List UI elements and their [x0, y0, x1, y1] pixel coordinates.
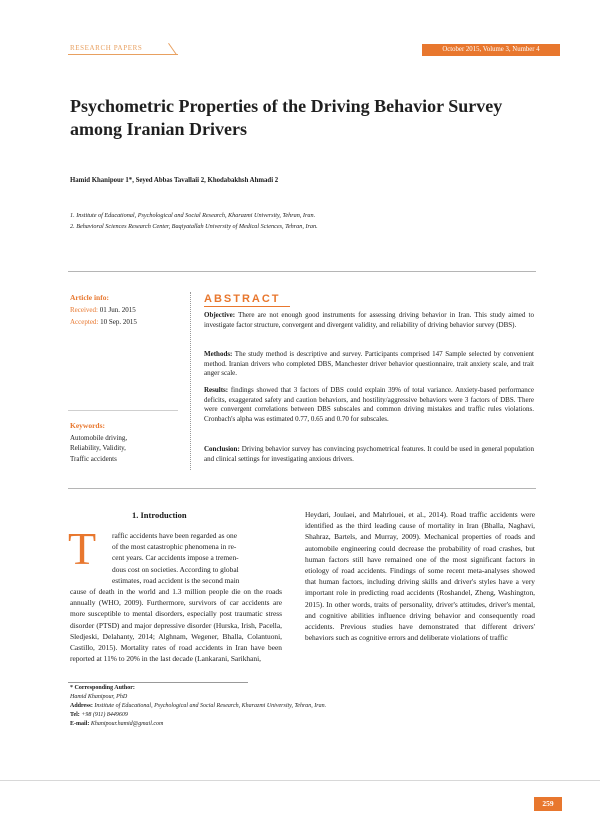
received-label: Received: [70, 306, 98, 314]
abstract-methods [204, 350, 534, 379]
address-label: Address: [70, 703, 93, 709]
intro-line: of the most catastrophic phenomena in re- [112, 542, 237, 552]
abstract-results [204, 386, 534, 424]
results-text: findings showed that 3 factors of DBS could explain 39% of total variance. Anxiety-based performance deficits, exaggerated safety and caution behaviors, and hostility/aggressive behaviors were 3 factors of DBS. There were convergent correlations between DBS subscales and common driving mistakes and traffic rules violations. Cronbach's alpha was estimated 0.77, 0.65 and 0.70 for subscales. [204, 386, 534, 423]
email-text: Khanipour.hamid@gmail.com [90, 721, 164, 727]
intro-right-column: Heydari, Joulaei, and Mahrlouei, et al., 2014). Road traffic accidents were identified as the third leading cause of mortality in Iran (Bhalla, Naghavi, Shahraz, Bartels, and Murray, 2009). Mechanical properties of roads and automobile engineering could decrease the probability of road crashes, but human factors still have remained one of the most significant factors in etiology of road accidents. Findings of some recent meta-analyses showed that human factors, including driving skills and driver's styles have a very important role in predicting road accidents (Roshandel, Zheng, Washington, 2015). In other words, traits of personality, driver's attitudes, driver's mental, and cognitive abilities influence driving behavior and consequently road accidents. Previous studies have demonstrated that different drivers' behaviors such as cognitive errors and deliberate violations of traffic [305, 510, 535, 643]
keyword-item: Traffic accidents [70, 454, 117, 463]
corresponding-heading: * Corresponding Author: [70, 685, 135, 691]
affiliation-2: 2. Behavioral Sciences Research Center, Baqiyatallah University of Medical Sciences, Tehran, Iran. [70, 223, 318, 230]
intro-heading: 1. Introduction [132, 510, 187, 520]
tel-label: Tel: [70, 712, 80, 718]
abstract-underline [204, 306, 290, 307]
conclusion-text: Driving behavior survey has convincing psychometrical features. It could be used in general population and clinical settings for investigating anxious drivers. [204, 445, 535, 463]
intro-line: raffic accidents have been regarded as one [112, 531, 238, 540]
abstract-conclusion [204, 445, 534, 464]
received-date: 01 Jun. 2015 [99, 306, 136, 314]
methods-label: Methods: [204, 350, 233, 358]
abstract-objective [204, 311, 534, 330]
journal-section-label: RESEARCH PAPERS [70, 44, 143, 52]
accepted-label: Accepted: [70, 318, 99, 326]
email-label: E-mail: [70, 721, 90, 727]
abstract-heading: ABSTRACT [204, 293, 281, 305]
keywords-heading: Keywords: [70, 421, 105, 430]
conclusion-label: Conclusion: [204, 445, 240, 453]
accepted-date: 10 Sep. 2015 [100, 318, 137, 326]
footnote-rule [68, 682, 248, 683]
page-number: 259 [534, 797, 562, 811]
header-rule [68, 54, 178, 55]
column-separator [190, 292, 191, 470]
methods-text: The study method is descriptive and survey. Participants comprised 147 Sample selected by convenient method. Iranian drivers who completed DBS, Manchester driver behavior questionnaire, trait anxiety scale, and trait anger scale. [204, 350, 535, 378]
received-line [70, 306, 136, 314]
affiliation-1: 1. Institute of Educational, Psychological and Social Research, Kharazmi University, Tehran, Iran. [70, 212, 316, 219]
results-label: Results: [204, 386, 229, 394]
corresponding-name: Hamid Khanipour, PhD [70, 694, 128, 700]
corresponding-tel [70, 711, 128, 720]
intro-line: estimates, road accident is the second main [112, 575, 240, 585]
address-text: Institute of Educational, Psychological and Social Research, Kharazmi University, Tehran, Iran. [94, 703, 327, 709]
issue-badge: October 2015, Volume 3, Number 4 [422, 44, 560, 56]
info-divider [68, 410, 178, 411]
accepted-line [70, 318, 137, 326]
article-info-heading: Article info: [70, 293, 109, 302]
corresponding-email [70, 720, 163, 729]
keyword-item: Automobile driving, [70, 434, 128, 442]
keyword-list [70, 433, 127, 464]
title-line-2: among Iranian Drivers [70, 119, 247, 139]
intro-line: dous cost on societies. According to global [112, 564, 239, 574]
intro-dropcap-lines [112, 530, 282, 586]
keyword-item: Reliability, Validity, [70, 444, 126, 453]
corresponding-address [70, 702, 326, 711]
intro-left-column: cause of death in the world and 1.3 million people die on the roads annually (WHO, 2009). Furthermore, survivors of car accidents are more susceptible to mental disorders, especially post traumatic stress disorder (PTSD) and major depressive disorder (Hurska, Irish, Pacella, Sledjeski, Delahanty, 2014; Alghnam, Wegener, Bhalla, Colantuoni, Castillo, 2015). Mortality rates of road accidents in Iran have been reported at 11% to 20% in the last decade (Lankarani, Sarikhani, [70, 587, 282, 664]
intro-line: cent years. Car accidents impose a tremen- [112, 553, 239, 563]
objective-label: Objective: [204, 311, 236, 319]
footer-rule [0, 780, 600, 781]
title-line-1: Psychometric Properties of the Driving Behavior Survey [70, 96, 503, 116]
tel-text: +98 (911) 8449609 [81, 712, 128, 718]
article-title [70, 95, 540, 141]
section-divider [68, 271, 536, 272]
section-divider [68, 488, 536, 489]
drop-cap: T [68, 523, 97, 574]
author-list: Hamid Khanipour 1*, Seyed Abbas Tavallaii 2, Khodabakhsh Ahmadi 2 [70, 177, 279, 184]
objective-text: There are not enough good instruments for assessing driving behavior in Iran. This study aimed to investigate factor structure, convergent and divergent validity, and reliability of driving behavior survey (DBS). [204, 311, 534, 329]
